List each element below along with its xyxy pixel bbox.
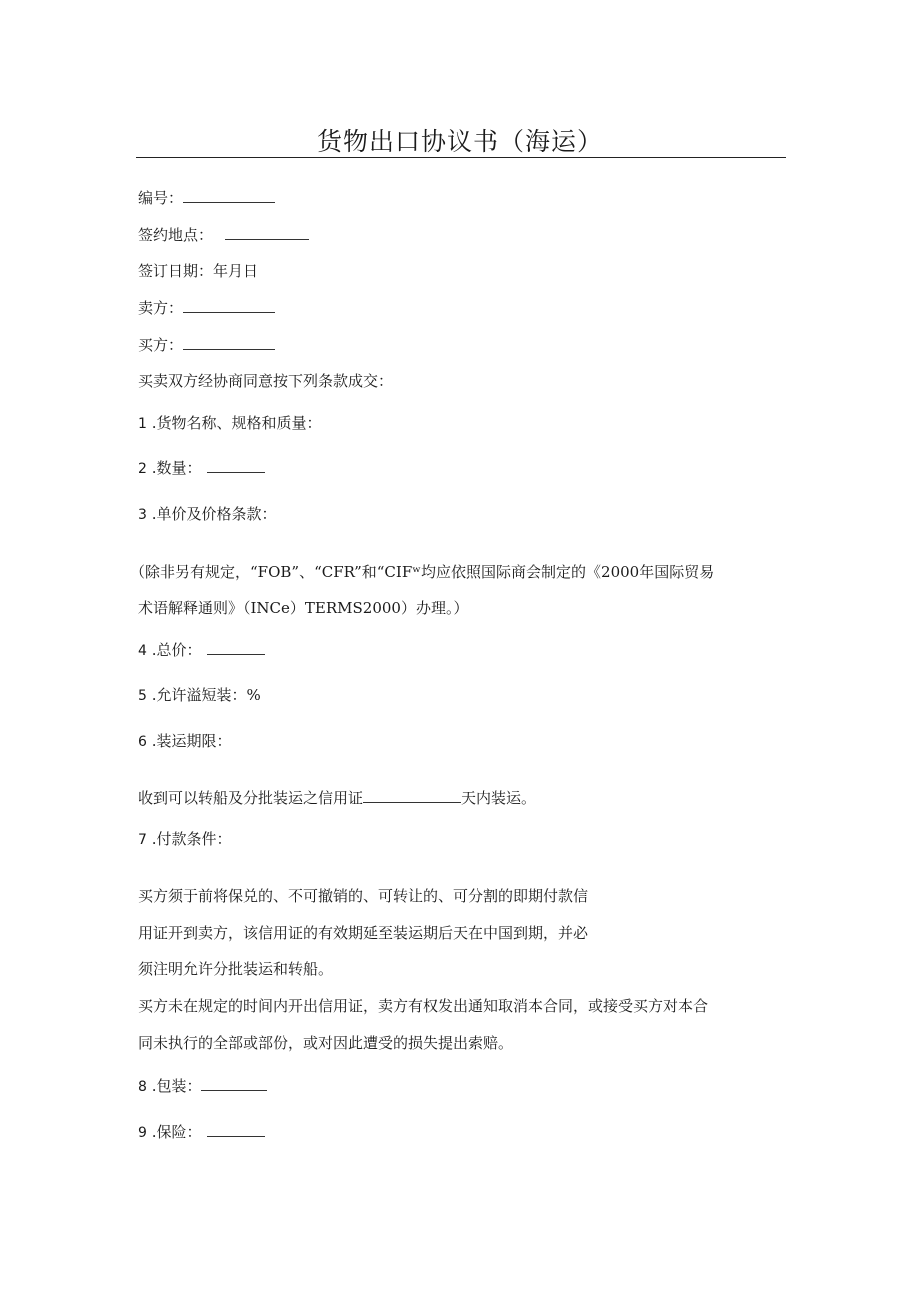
clause-text: .付款条件： xyxy=(151,830,232,848)
clause-text: .数量： xyxy=(151,459,202,477)
seller-blank xyxy=(183,298,275,313)
clause-number: 2 xyxy=(138,461,147,477)
seller-field xyxy=(138,298,275,318)
clause-number: 9 xyxy=(138,1125,147,1141)
clause-number: 1 xyxy=(138,416,147,432)
quantity-blank xyxy=(207,458,265,473)
shipment-text-after: 天内装运。 xyxy=(461,789,537,807)
date-label: 签订日期：年月日 xyxy=(138,262,259,280)
packing-blank xyxy=(201,1076,267,1091)
clause-text: .保险： xyxy=(151,1123,202,1141)
clause-7 xyxy=(138,829,231,850)
place-label: 签约地点： xyxy=(138,226,214,244)
shipment-days-blank xyxy=(363,788,461,803)
clause-8 xyxy=(138,1076,267,1097)
clause-text: .单价及价格条款： xyxy=(151,505,277,523)
clause-2 xyxy=(138,458,265,479)
clause-number: 7 xyxy=(138,832,147,848)
insurance-blank xyxy=(207,1122,265,1137)
clause-3-note-line-2: 术语解释通则》（INCe）TERMS2000）办理。） xyxy=(138,599,469,617)
buyer-label: 买方： xyxy=(138,336,184,354)
buyer-blank xyxy=(183,335,275,350)
buyer-field xyxy=(138,335,275,355)
clause-number: 8 xyxy=(138,1079,147,1095)
clause-number: 4 xyxy=(138,643,147,659)
clause-6-detail xyxy=(138,788,536,808)
clause-text: .允许溢短装：% xyxy=(151,686,261,704)
clause-4 xyxy=(138,640,265,661)
document-title: 货物出口协议书（海运） xyxy=(316,127,603,156)
clause-text: .总价： xyxy=(151,641,202,659)
clause-5 xyxy=(138,685,261,706)
clause-text: .货物名称、规格和质量： xyxy=(151,414,322,432)
clause-7-para-1-line-3: 须注明允许分批装运和转船。 xyxy=(138,960,334,978)
clause-7-para-2-line-1: 买方未在规定的时间内开出信用证，卖方有权发出通知取消本合同，或接受买方对本合 xyxy=(138,997,709,1015)
shipment-text-before: 收到可以转船及分批装运之信用证 xyxy=(138,789,364,807)
total-price-blank xyxy=(207,640,265,655)
intro-text: 买卖双方经协商同意按下列条款成交： xyxy=(138,372,394,390)
number-blank xyxy=(183,188,275,203)
clause-6 xyxy=(138,731,231,752)
seller-label: 卖方： xyxy=(138,299,184,317)
number-field xyxy=(138,188,275,208)
place-blank xyxy=(225,225,309,240)
clause-number: 3 xyxy=(138,507,147,523)
title-underline xyxy=(136,157,786,158)
date-field xyxy=(138,261,258,281)
clause-text: .包装： xyxy=(151,1077,202,1095)
clause-9 xyxy=(138,1122,265,1143)
place-field xyxy=(138,225,309,245)
clause-1 xyxy=(138,413,321,434)
clause-number: 5 xyxy=(138,688,147,704)
clause-3 xyxy=(138,504,276,525)
clause-7-para-1-line-2: 用证开到卖方，该信用证的有效期延至装运期后天在中国到期，并必 xyxy=(138,924,589,942)
clause-7-para-2-line-2: 同未执行的全部或部份，或对因此遭受的损失提出索赔。 xyxy=(138,1034,514,1052)
clause-number: 6 xyxy=(138,734,147,750)
clause-7-para-1-line-1: 买方须于前将保兑的、不可撤销的、可转让的、可分割的即期付款信 xyxy=(138,887,589,905)
clause-3-note-line-1: （除非另有规定，“FOB”、“CFR”和“CIFʷ均应依照国际商会制定的《2000年国际贸易 xyxy=(130,563,715,581)
number-label: 编号： xyxy=(138,189,184,207)
clause-text: .装运期限： xyxy=(151,732,232,750)
